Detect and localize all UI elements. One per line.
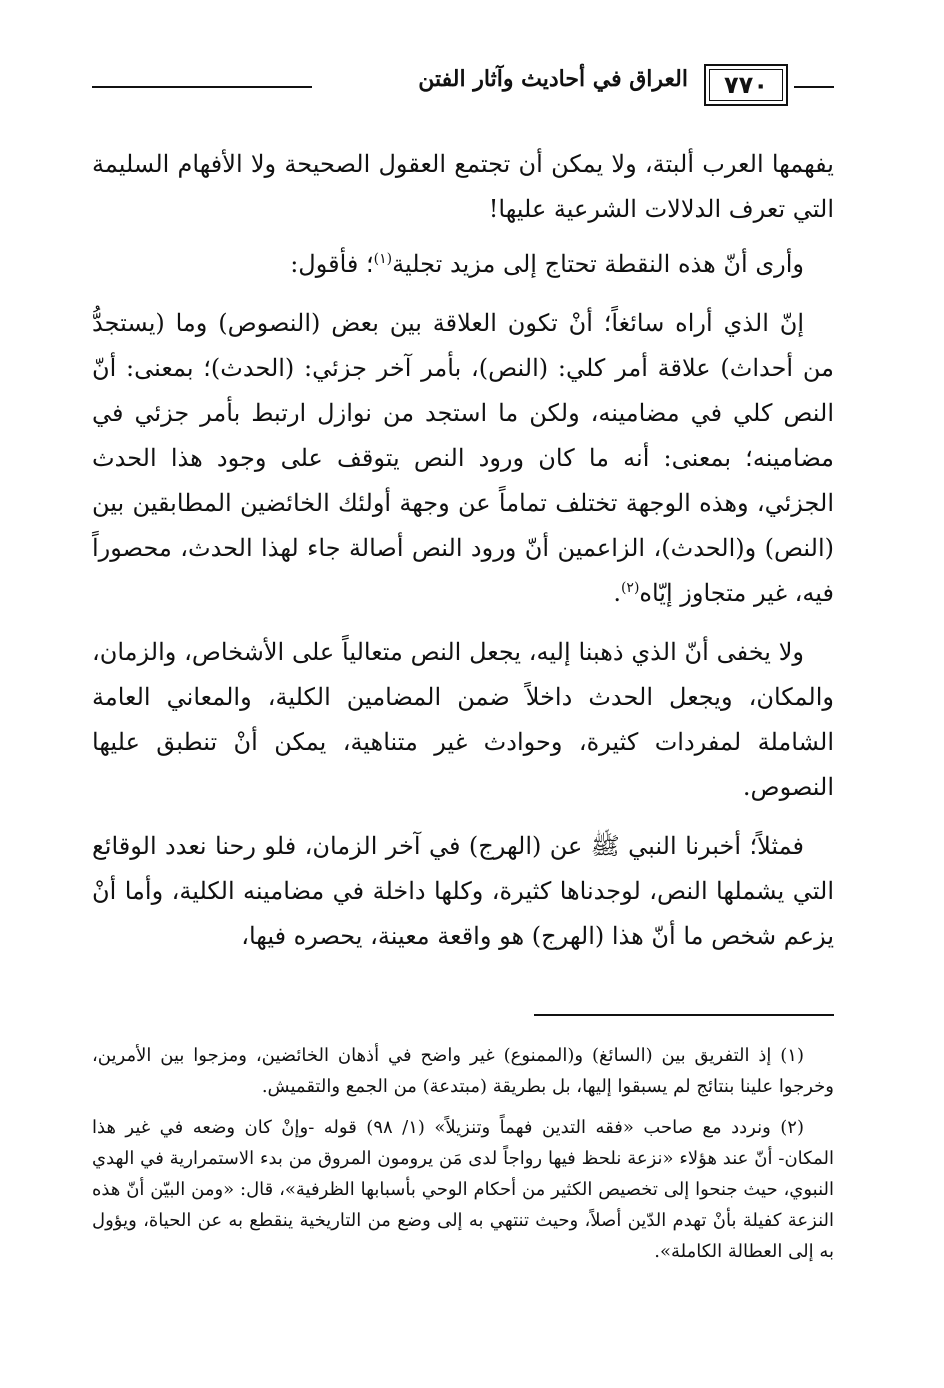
footnotes xyxy=(92,1040,834,1277)
footnote-ref-1: (١) xyxy=(373,251,393,267)
page-header xyxy=(92,62,834,114)
paragraph-2-text: وأرى أنّ هذه النقطة تحتاج إلى مزيد تجلية xyxy=(392,250,804,278)
paragraph-3-text: إنّ الذي أراه سائغاً؛ أنْ تكون العلاقة بين بعض (النصوص) وما (يستجدُّ من أحداث) علاقة أمر كلي: (النص)، بأمر آخر جزئي: (الحدث)؛ بمعنى: أنّ النص كلي في مضامينه، ولكن ما استجد من نوازل ارتبط بأمر جزئي في مضامينه؛ بمعنى: أنه ما كان ورود النص يتوقف على وجود هذا الحدث الجزئي، وهذه الوجهة تختلف تماماً عن وجهة أولئك الخائضين المطابقين بين (النص) و(الحدث)، الزاعمين أنّ ورود النص أصالة جاء لهذا الحدث، محصوراً فيه، غير متجاوز إيّاه xyxy=(92,309,834,607)
paragraph-2-tail: ؛ فأقول: xyxy=(290,250,374,278)
header-rule-left xyxy=(92,86,312,88)
page-number: ٧٧٠ xyxy=(724,71,768,99)
page-number-box xyxy=(704,64,788,106)
running-title: العراق في أحاديث وآثار الفتن xyxy=(418,66,688,92)
footnote-1: (١) إذ التفريق بين (السائغ) و(الممنوع) غير واضح في أذهان الخائضين، ومزجوا بين الأمرين، وخرجوا علينا بنتائج لم يسبقوا إليها، بل بطريقة (مبتدعة) من الجمع والتقميش. xyxy=(92,1045,834,1097)
paragraph-5: فمثلاً؛ أخبرنا النبي ﷺ عن (الهرج) في آخر الزمان، فلو رحنا نعدد الوقائع التي يشملها النص، لوجدناها كثيرة، وكلها داخلة في مضامينه الكلية، وأما أنْ يزعم شخص ما أنّ هذا (الهرج) هو واقعة معينة، يحصره فيها، xyxy=(92,832,834,950)
header-rule-right xyxy=(794,86,834,88)
paragraph-3 xyxy=(92,301,834,616)
footnote-separator xyxy=(534,1014,834,1016)
footnote-ref-2: (٢) xyxy=(620,580,640,596)
paragraph-3-tail: . xyxy=(613,579,621,607)
paragraph-4: ولا يخفى أنّ الذي ذهبنا إليه، يجعل النص متعالياً على الأشخاص، والزمان، والمكان، ويجعل الحدث داخلاً ضمن المضامين الكلية، والمعاني العامة الشاملة لمفردات كثيرة، وحوادث غير متناهية، يمكن أنْ تنطبق عليها النصوص. xyxy=(92,638,834,801)
paragraph-2 xyxy=(92,242,834,287)
footnote-2: (٢) ونردد مع صاحب «فقه التدين فهماً وتنزيلاً» (١/ ٩٨) قوله -وإنْ كان وضعه في غير هذا المكان- أنّ عند هؤلاء «نزعة نلحظ فيها رواجاً لدى مَن يرومون المروق من بدء الاستمرارية في الهدي النبوي، حيث جنحوا إلى تخصيص الكثير من أحكام الوحي بأسبابها الظرفية»، قال: «ومن البيّن أنّ هذه النزعة كفيلة بأنْ تهدم الدّين أصلاً، وحيث تنتهي به إلى وضع من التاريخية ينقطع به عن الحياة، ويؤول به إلى العطالة الكاملة». xyxy=(92,1117,834,1262)
main-text xyxy=(92,142,834,973)
paragraph-1: يفهمها العرب ألبتة، ولا يمكن أن تجتمع العقول الصحيحة ولا الأفهام السليمة التي تعرف الدلالات الشرعية عليها! xyxy=(92,150,834,223)
